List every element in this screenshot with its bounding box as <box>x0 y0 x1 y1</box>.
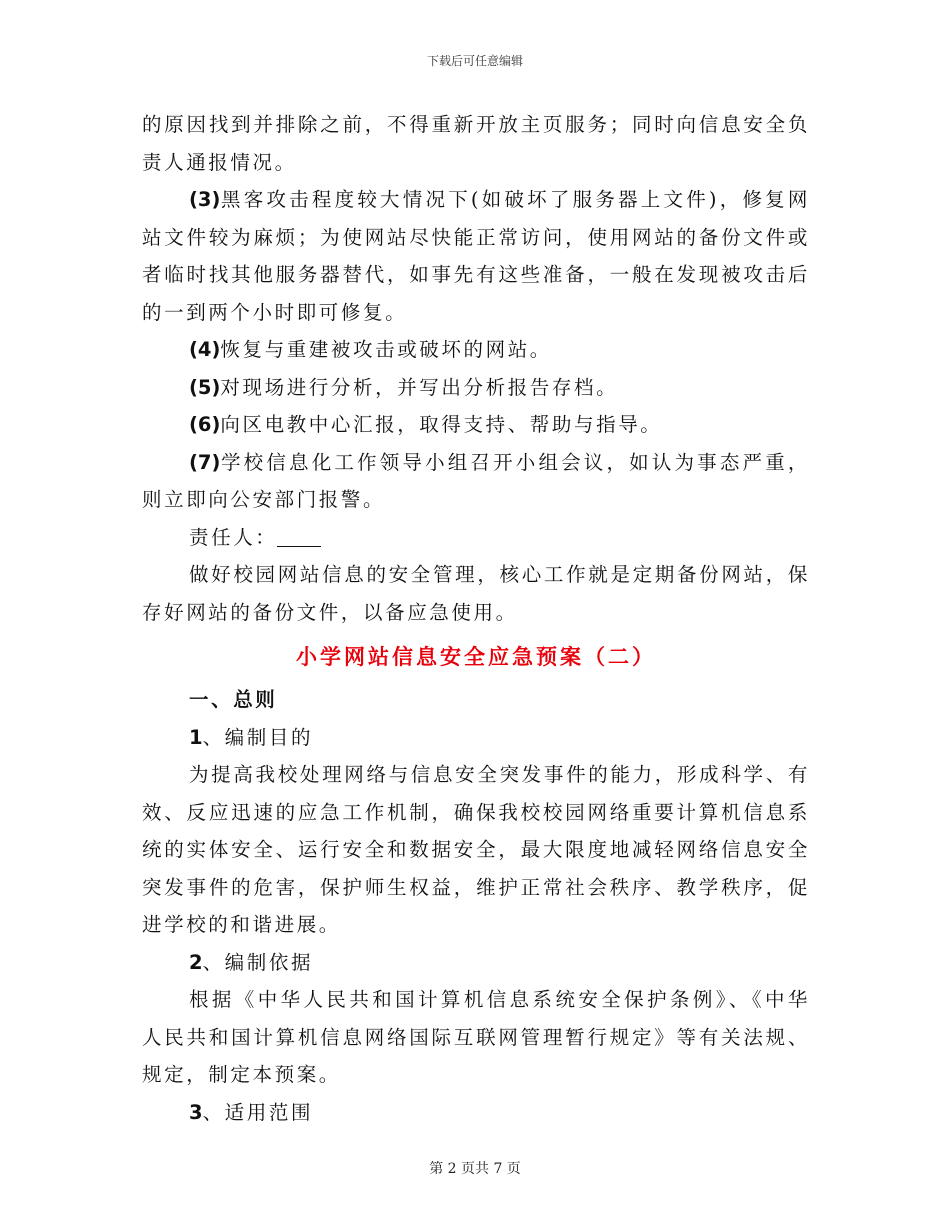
document-body <box>142 106 810 1131</box>
item-number: (3) <box>189 188 221 211</box>
page-header: 下载后可任意编辑 <box>426 54 523 68</box>
paragraph-item-4 <box>142 331 810 369</box>
paragraph-item-6 <box>142 406 810 444</box>
section-heading: 一、总则 <box>189 688 278 711</box>
paragraph: 为提高我校处理网络与信息安全突发事件的能力，形成科学、有效、反应迅速的应急工作机制，确保我校校园网络重要计算机信息系统的实体安全、运行安全和数据安全，最大限度地减轻网络信息安全突发事件的危害，保护师生权益，维护正常社会秩序、教学秩序，促进学校的和谐进展。 <box>142 763 810 936</box>
item-text: 恢复与重建被攻击或破坏的网站。 <box>220 338 552 361</box>
subsection-heading <box>142 1094 810 1132</box>
subsection-heading <box>142 719 810 757</box>
paragraph-item-3 <box>142 181 810 331</box>
paragraph-item-7 <box>142 444 810 519</box>
subsection-title: 、编制目的 <box>202 725 314 749</box>
item-number: (5) <box>189 375 221 399</box>
item-text: 黑客攻击程度较大情况下(如破坏了服务器上文件)，修复网站文件较为麻烦；为使网站尽快能正常访问，使用网站的备份文件或者临时找其他服务器替代，如事先有这些准备，一般在发现被攻击后的一到两个小时即可修复。 <box>142 188 810 324</box>
item-number: (6) <box>189 413 221 436</box>
responsible-label: 责任人： <box>189 525 278 549</box>
paragraph: 根据《中华人民共和国计算机信息系统安全保护条例》、《中华人民共和国计算机信息网络国际互联网管理暂行规定》等有关法规、规定，制定本预案。 <box>142 988 810 1086</box>
responsible-person-line <box>142 519 810 557</box>
item-text: 学校信息化工作领导小组召开小组会议，如认为事态严重，则立即向公安部门报警。 <box>142 450 810 511</box>
document-title: 小学网站信息安全应急预案（二） <box>296 645 656 669</box>
item-text: 对现场进行分析，并写出分析报告存档。 <box>220 375 619 399</box>
paragraph: 的原因找到并排除之前，不得重新开放主页服务；同时向信息安全负责人通报情况。 <box>142 113 810 174</box>
blank-underline <box>277 526 321 547</box>
paragraph-item-5 <box>142 369 810 407</box>
item-text: 向区电教中心汇报，取得支持、帮助与指导。 <box>220 413 663 436</box>
item-number: (7) <box>189 450 221 474</box>
paragraph: 做好校园网站信息的安全管理，核心工作就是定期备份网站，保存好网站的备份文件，以备应急使用。 <box>142 563 810 624</box>
subsection-number: 1 <box>189 725 203 749</box>
page-footer: 第 2 页共 7 页 <box>429 1161 521 1177</box>
subsection-number: 2 <box>189 950 203 974</box>
item-number: (4) <box>189 338 221 361</box>
subsection-heading <box>142 944 810 982</box>
subsection-title: 、适用范围 <box>202 1100 314 1124</box>
subsection-number: 3 <box>189 1100 203 1124</box>
subsection-title: 、编制依据 <box>202 950 314 974</box>
